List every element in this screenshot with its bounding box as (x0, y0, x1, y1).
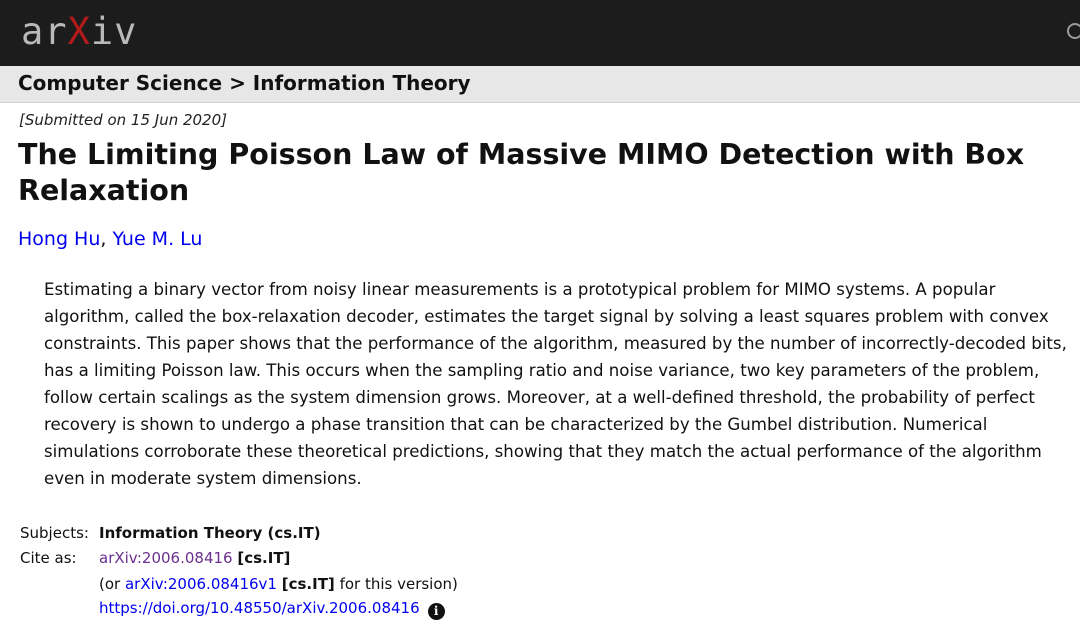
abstract: Estimating a binary vector from noisy linear measurements is a prototypical problem for MIMO systems. A popular algorithm, called the box-relaxation decoder, estimates the target signal by solving a least squares problem with convex constraints. This paper shows that the performance of the algorithm, measured by the number of incorrectly-decoded bits, has a limiting Poisson law. This occurs when the sampling ratio and noise variance, two key parameters of the problem, follow certain scalings as the system dimension grows. Moreover, at a well-defined threshold, the probability of perfect recovery is shown to undergo a phase transition that can be characterized by the Gumbel distribution. Numerical simulations corroborate these theoretical predictions, showing that they match the actual performance of the algorithm even in moderate system dimensions. (44, 280, 1067, 488)
cite-label: Cite as: (20, 549, 77, 568)
author-link[interactable]: Hong Hu (18, 228, 101, 250)
logo-part-x: X (67, 10, 91, 53)
info-icon[interactable]: i (428, 603, 445, 620)
author-separator: , (100, 228, 113, 250)
subjects-label: Subjects: (20, 523, 89, 542)
metadata-table (20, 520, 458, 622)
doi-label-spacer (20, 597, 99, 623)
submission-date: [Submitted on 15 Jun 2020] (19, 111, 228, 129)
search-icon[interactable] (1066, 22, 1080, 40)
doi-row (20, 597, 458, 623)
header-bar (0, 0, 1080, 66)
logo-part-iv: iv (90, 10, 138, 53)
author-link[interactable]: Yue M. Lu (112, 228, 203, 250)
version-tag: [cs.IT] (281, 574, 335, 593)
paper-title: The Limiting Poisson Law of Massive MIMO Detection with Box Relaxation (18, 138, 1025, 207)
breadcrumb[interactable]: Computer Science > Information Theory (18, 71, 471, 95)
version-suffix: for this version) (334, 574, 458, 593)
arxiv-logo[interactable] (21, 10, 137, 53)
cite-tag: [cs.IT] (237, 549, 291, 568)
cite-link[interactable]: arXiv:2006.08416 (99, 549, 233, 568)
authors (18, 228, 202, 250)
subjects-value: Information Theory (cs.IT) (99, 523, 321, 542)
version-label-spacer (20, 571, 99, 597)
breadcrumb-bar (0, 66, 1080, 103)
logo-part-ar: ar (21, 10, 68, 53)
version-row (20, 571, 458, 597)
version-link[interactable]: arXiv:2006.08416v1 (124, 574, 277, 593)
subjects-row (20, 520, 458, 546)
cite-row (20, 546, 458, 572)
doi-link[interactable]: https://doi.org/10.48550/arXiv.2006.08416 (99, 598, 420, 617)
version-prefix: (or (99, 574, 125, 593)
